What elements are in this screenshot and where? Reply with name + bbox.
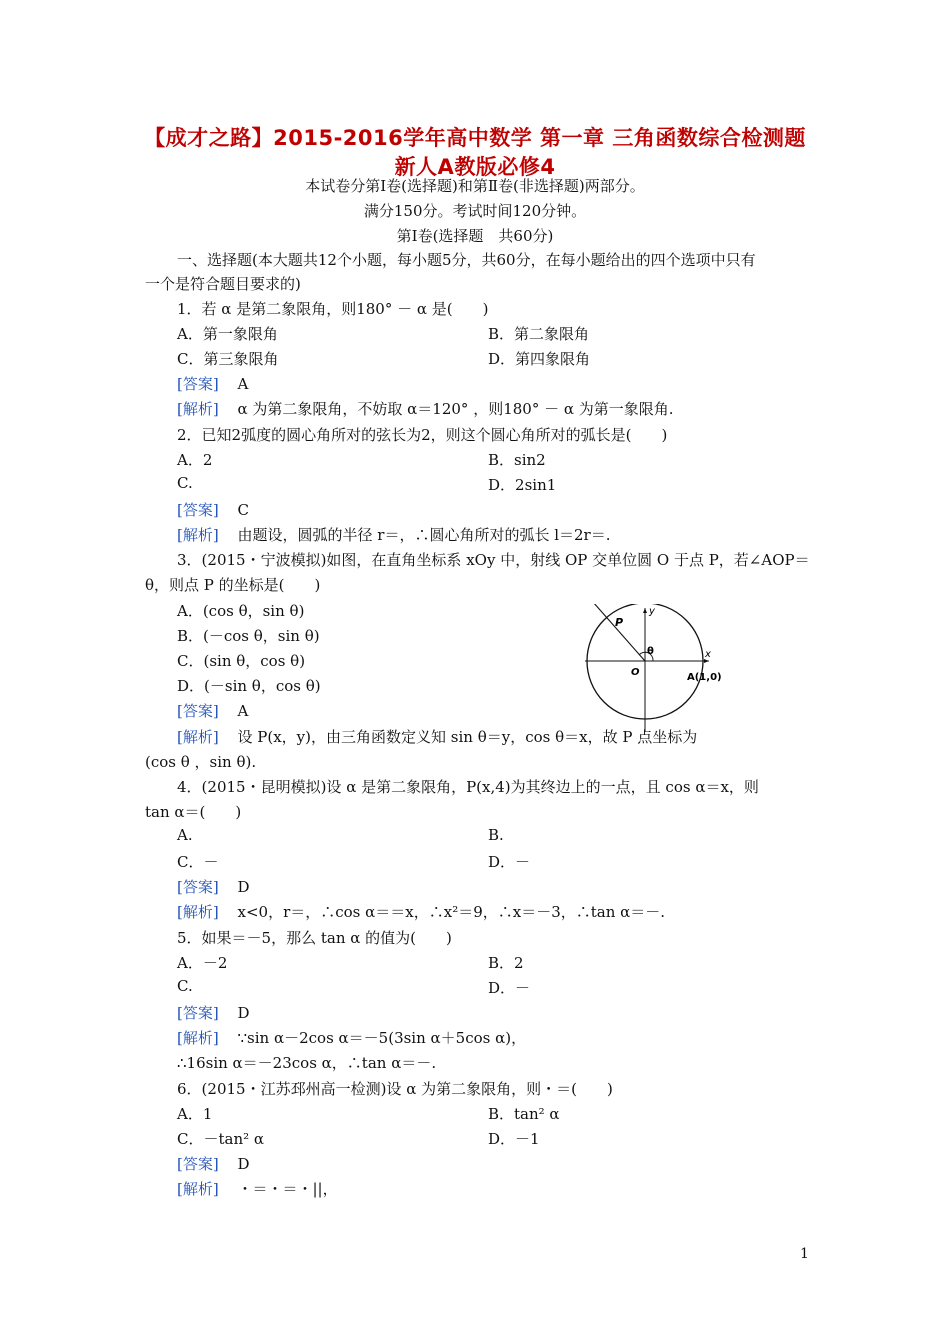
q5-option-a: A．－2 xyxy=(177,954,228,972)
q6-answer-row xyxy=(177,1153,250,1174)
q2-option-b: B．sin2 xyxy=(488,451,546,469)
analysis-tag: [解析] xyxy=(177,903,219,921)
q1-answer: A xyxy=(237,375,249,393)
q5-option-c: C. xyxy=(177,977,193,995)
q6-stem: 6．(2015・江苏邳州高一检测)设 α 为第二象限角，则・＝( ) xyxy=(177,1080,613,1098)
answer-tag: [答案] xyxy=(177,1004,219,1022)
q6-analysis-row xyxy=(177,1178,338,1199)
answer-tag: [答案] xyxy=(177,375,219,393)
q3-stem-cont: θ，则点 P 的坐标是( ) xyxy=(145,576,321,594)
q4-answer: D xyxy=(237,878,250,896)
section-title: 第Ⅰ卷(选择题 共60分) xyxy=(396,227,554,245)
q4-option-a: A. xyxy=(177,826,193,844)
q1-option-a: A．第一象限角 xyxy=(177,325,278,343)
q6-answer: D xyxy=(237,1155,250,1173)
intro-line2: 满分150分。考试时间120分钟。 xyxy=(363,202,587,220)
label-x: x xyxy=(705,649,711,660)
answer-tag: [答案] xyxy=(177,501,219,519)
analysis-tag: [解析] xyxy=(177,1180,219,1198)
q3-answer-row xyxy=(177,700,248,721)
q4-option-b: B. xyxy=(488,826,504,844)
q5-analysis-cont: ∴16sin α＝－23cos α，∴tan α＝－. xyxy=(177,1054,437,1072)
q1-option-d: D．第四象限角 xyxy=(488,350,591,368)
analysis-tag: [解析] xyxy=(177,526,219,544)
label-theta: θ xyxy=(647,646,654,657)
q6-analysis: ・＝・＝・||， xyxy=(237,1180,338,1198)
q2-option-d: D．2sin1 xyxy=(488,476,557,494)
q2-stem: 2．已知2弧度的圆心角所对的弦长为2，则这个圆心角所对的弧长是( ) xyxy=(177,426,668,444)
q5-answer-row xyxy=(177,1002,250,1023)
page-number: 1 xyxy=(800,1246,809,1262)
document-title-line1: 【成才之路】2015-2016学年高中数学 第一章 三角函数综合检测题 xyxy=(144,126,806,150)
q1-analysis: α 为第二象限角，不妨取 α＝120° ，则180° － α 为第一象限角. xyxy=(237,400,674,418)
label-p: P xyxy=(615,616,624,629)
q6-option-a: A．1 xyxy=(177,1105,213,1123)
q5-option-d: D．－ xyxy=(488,979,531,997)
q5-stem: 5．如果＝－5，那么 tan α 的值为( ) xyxy=(177,929,452,947)
q5-analysis-row xyxy=(177,1027,526,1048)
q2-analysis-row xyxy=(177,524,611,545)
q2-answer-row xyxy=(177,499,249,520)
q6-option-d: D．－1 xyxy=(488,1130,540,1148)
q3-answer: A xyxy=(237,702,249,720)
q3-option-a: A．(cos θ，sin θ) xyxy=(177,602,305,620)
q1-option-b: B．第二象限角 xyxy=(488,325,590,343)
q6-option-b: B．tan² α xyxy=(488,1105,560,1123)
answer-tag: [答案] xyxy=(177,1155,219,1173)
document-title-line2: 新人A教版必修4 xyxy=(394,155,556,179)
q3-analysis: 设 P(x，y)，由三角函数定义知 sin θ＝y，cos θ＝x，故 P 点坐标为 xyxy=(237,728,698,746)
q6-option-c: C．－tan² α xyxy=(177,1130,265,1148)
q3-option-d: D．(－sin θ，cos θ) xyxy=(177,677,321,695)
unit-circle-figure xyxy=(585,604,725,734)
q5-option-b: B．2 xyxy=(488,954,524,972)
label-y: y xyxy=(649,606,655,617)
q4-answer-row xyxy=(177,876,250,897)
q3-analysis-cont: (cos θ ，sin θ). xyxy=(145,753,257,771)
q1-option-c: C．第三象限角 xyxy=(177,350,279,368)
q3-option-b: B．(－cos θ，sin θ) xyxy=(177,627,320,645)
part1-instructions-cont: 一个是符合题目要求的) xyxy=(145,275,301,293)
analysis-tag: [解析] xyxy=(177,728,219,746)
q5-analysis: ∵sin α－2cos α＝－5(3sin α＋5cos α)， xyxy=(237,1029,527,1047)
q2-option-c: C. xyxy=(177,474,193,492)
ray-op xyxy=(593,604,645,661)
q1-answer-row xyxy=(177,373,248,394)
q3-analysis-row xyxy=(177,726,697,747)
q4-analysis-row xyxy=(177,901,665,922)
q4-stem-cont: tan α＝( ) xyxy=(145,803,242,821)
analysis-tag: [解析] xyxy=(177,400,219,418)
q3-stem: 3．(2015・宁波模拟)如图，在直角坐标系 xOy 中，射线 OP 交单位圆 O 于点 P，若∠AOP＝ xyxy=(177,551,810,569)
q4-option-c: C．－ xyxy=(177,853,219,871)
label-o: O xyxy=(631,667,640,678)
q3-option-c: C．(sin θ，cos θ) xyxy=(177,652,306,670)
q4-analysis: x<0，r＝，∴cos α＝＝x，∴x²＝9，∴x＝－3，∴tan α＝－. xyxy=(237,903,666,921)
q2-answer: C xyxy=(237,501,249,519)
label-a: A(1,0) xyxy=(687,672,722,683)
y-axis-arrow xyxy=(643,608,647,613)
q4-option-d: D．－ xyxy=(488,853,531,871)
q1-analysis-row xyxy=(177,398,674,419)
answer-tag: [答案] xyxy=(177,878,219,896)
answer-tag: [答案] xyxy=(177,702,219,720)
q2-analysis: 由题设，圆弧的半径 r＝，∴圆心角所对的弧长 l＝2r＝. xyxy=(237,526,611,544)
part1-instructions: 一、选择题(本大题共12个小题，每小题5分，共60分，在每小题给出的四个选项中只有 xyxy=(177,251,756,269)
intro-line1: 本试卷分第Ⅰ卷(选择题)和第Ⅱ卷(非选择题)两部分。 xyxy=(305,177,645,195)
q4-stem: 4．(2015・昆明模拟)设 α 是第二象限角，P(x,4)为其终边上的一点，且 cos α＝x，则 xyxy=(177,778,759,796)
q1-stem: 1．若 α 是第二象限角，则180° － α 是( ) xyxy=(177,300,489,318)
q5-answer: D xyxy=(237,1004,250,1022)
analysis-tag: [解析] xyxy=(177,1029,219,1047)
q2-option-a: A．2 xyxy=(177,451,213,469)
